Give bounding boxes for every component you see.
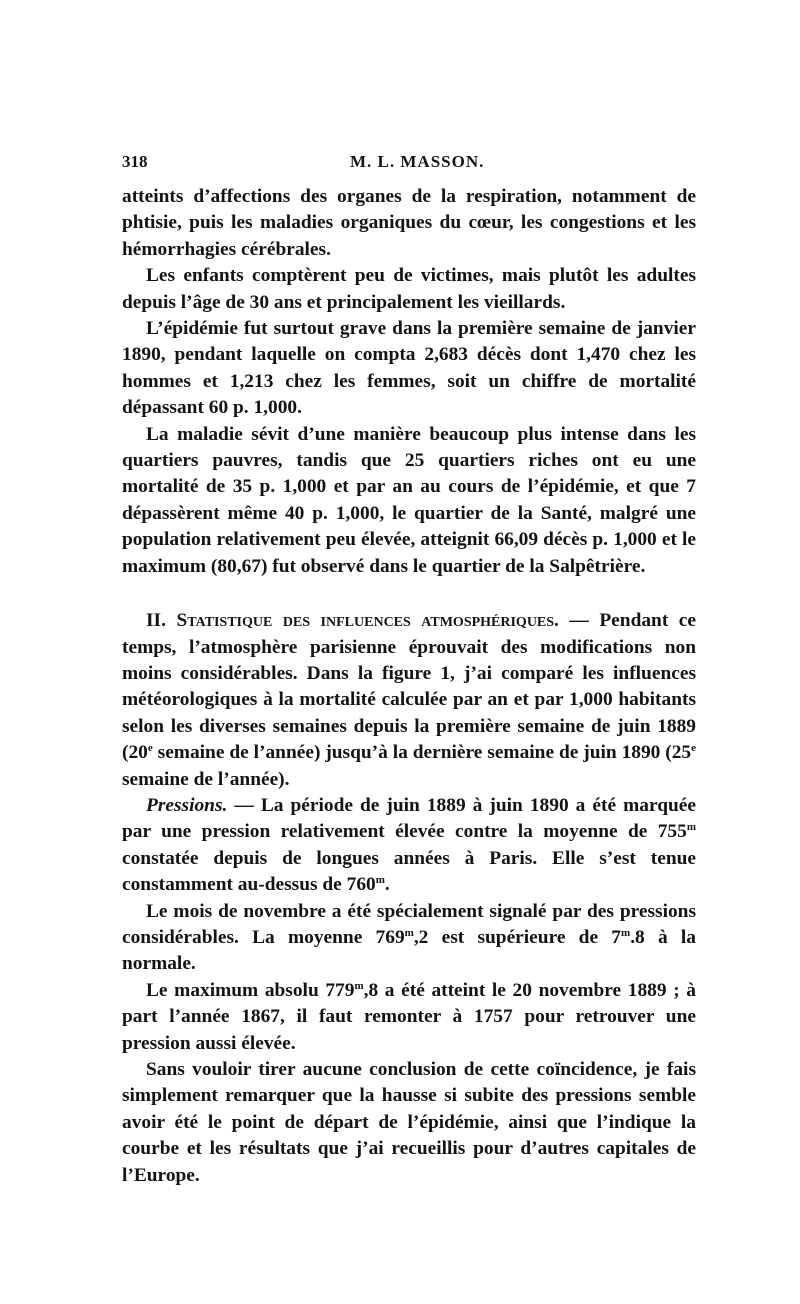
paragraph-victims: Les enfants comptèrent peu de victimes, mais plutôt les adultes depuis l’âge de 30 ans et principalement les vieillards. [122, 265, 696, 313]
page-number: 318 [122, 152, 148, 171]
subsection-heading: Pressions. [146, 794, 228, 816]
paragraph-maximum: Le maximum absolu 779$^m$,8 a été atteint le 20 novembre 1889 ; à part l’année 1867, il faut remonter à 1757 pour retrouver une pression aussi élevée. [122, 979, 696, 1054]
paragraph-january: L’épidémie fut surtout grave dans la première semaine de janvier 1890, pendant laquelle on compta 2,683 décès dont 1,470 chez les hommes et 1,213 chez les femmes, soit un chiffre de mortalité dépassant 60 p. 1,000. [122, 318, 696, 419]
section-heading: Statistique des influences atmosphériques. [176, 610, 559, 632]
section-atmospheric: II. Statistique des influences atmosphériques. — Pendant ce temps, l’atmosphère parisienne éprouvait des modifications non moins considérables. Dans la figure 1, j’ai comparé les influences météorologiques à la mortalité calculée par an et par 1,000 habitants selon les diverses semaines depuis la première semaine de juin 1889 (20e semaine de l’année) jusqu’à la dernière semaine de juin 1890 (25e semaine de l’année). [122, 610, 696, 790]
paragraph-continuation: atteints d’affections des organes de la respiration, notamment de phtisie, puis les maladies organiques du cœur, les congestions et les hémorrhagies cérébrales. [122, 186, 696, 260]
paragraph-quarters: La maladie sévit d’une manière beaucoup plus intense dans les quartiers pauvres, tandis que 25 quartiers riches ont eu une mortalité de 35 p. 1,000 et par an au cours de l’épidémie, et que 7 dépassèrent même 40 p. 1,000, le quartier de la Santé, malgré une population relativement peu élevée, atteignit 66,09 décès p. 1,000 et le maximum (80,67) fut observé dans le quartier de la Salpêtrière. [122, 423, 696, 577]
document-page [122, 152, 696, 1189]
paragraph-pressions: Pressions. — La période de juin 1889 à juin 1890 a été marquée par une pression relativement élevée contre la moyenne de 755$^m$ constatée depuis de longues années à Paris. Elle s’est tenue constamment au-dessus de 760$^m$. [122, 794, 696, 896]
section-number: II. [146, 610, 166, 632]
paragraph-conclusion: Sans vouloir tirer aucune conclusion de cette coïncidence, je fais simplement remarquer que la hausse si subite des pressions semble avoir été le point de départ de l’épidémie, ainsi que l’indique la courbe et les résultats que j’ai recueillis pour d’autres capitales de l’Europe. [122, 1059, 696, 1186]
running-head: M. L. MASSON. [350, 152, 485, 171]
paragraph-november: Le mois de novembre a été spécialement signalé par des pressions considérables. La moyenne 769$^m$,2 est supérieure de 7$^m$.8 à la normale. [122, 900, 696, 975]
page-header [122, 152, 696, 184]
